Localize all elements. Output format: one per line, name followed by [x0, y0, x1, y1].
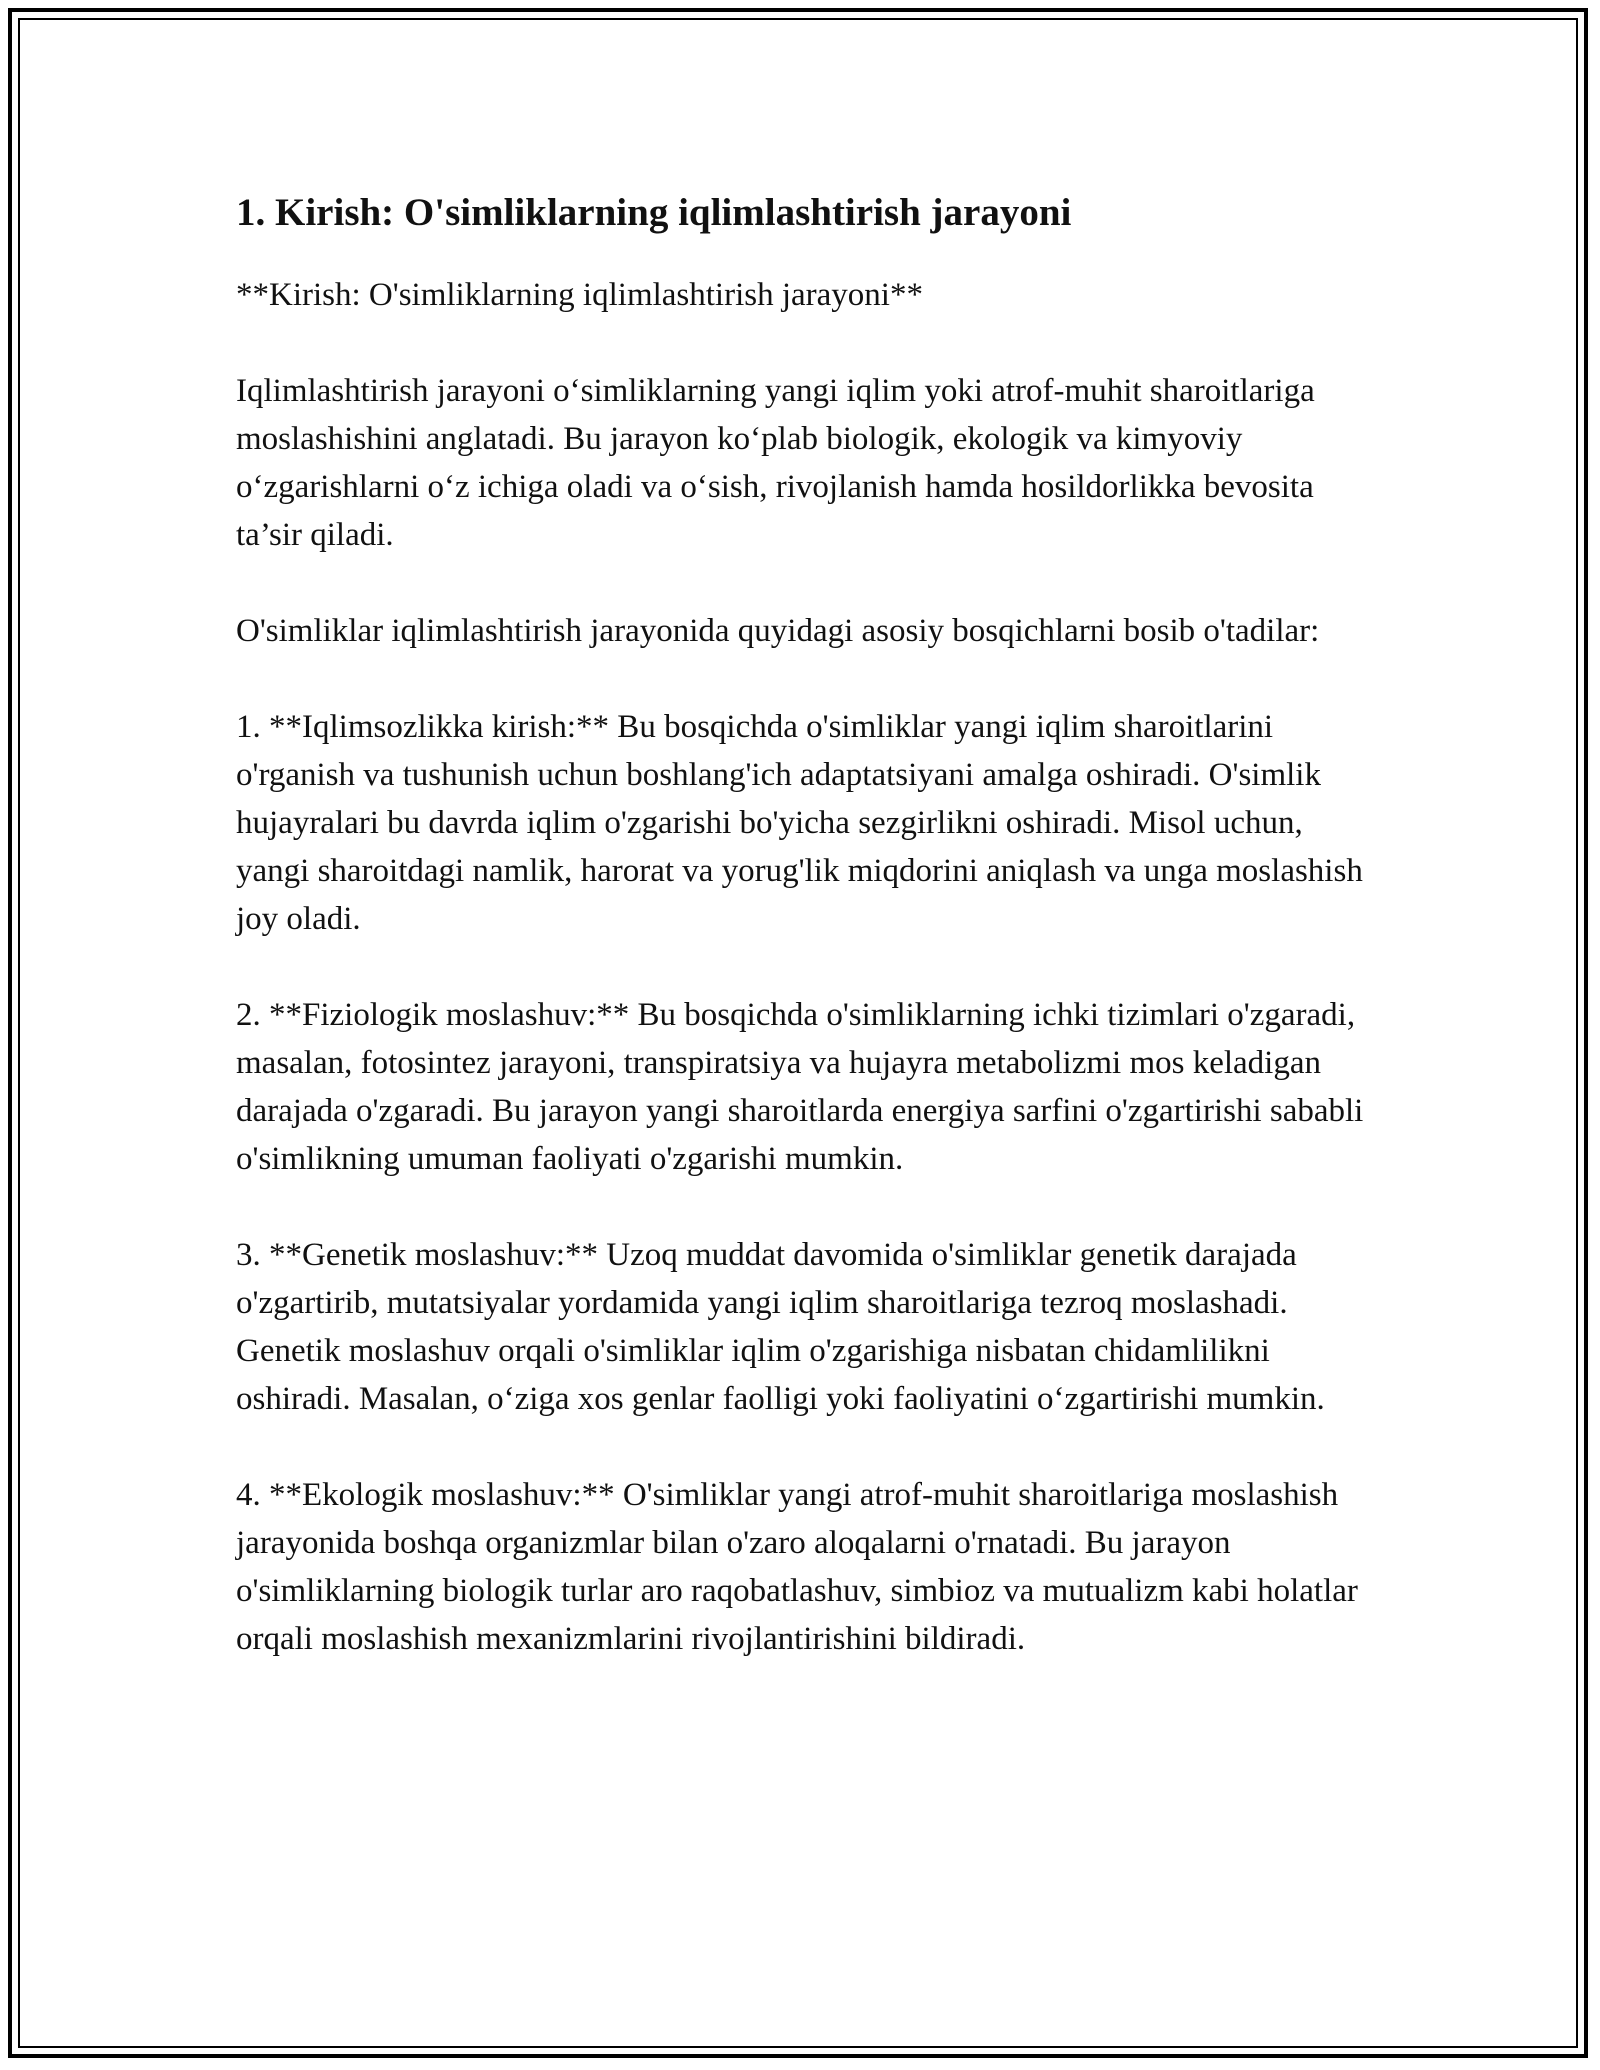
- stage-1-paragraph: 1. **Iqlimsozlikka kirish:** Bu bosqichda o'simliklar yangi iqlim sharoitlarini o'rganish va tushunish uchun boshlang'ich adaptatsiyani amalga oshiradi. O'simlik hujayralari bu davrda iqlim o'zgarishi bo'yicha sezgirlikni oshiradi. Misol uchun, yangi sharoitdagi namlik, harorat va yorug'lik miqdorini aniqlash va unga moslashish joy oladi.: [236, 709, 1363, 937]
- document-body: [236, 185, 1376, 1663]
- stage-3-paragraph: 3. **Genetik moslashuv:** Uzoq muddat davomida o'simliklar genetik darajada o'zgartirib, mutatsiyalar yordamida yangi iqlim sharoitlariga tezroq moslashadi. Genetik moslashuv orqali o'simliklar iqlim o'zgarishiga nisbatan chidamlilikni oshiradi. Masalan, o‘ziga xos genlar faolligi yoki faoliyatini o‘zgartirishi mumkin.: [236, 1237, 1325, 1417]
- stages-intro-paragraph: O'simliklar iqlimlashtirish jarayonida quyidagi asosiy bosqichlarni bosib o'tadilar:: [236, 613, 1320, 649]
- stage-2-paragraph: 2. **Fiziologik moslashuv:** Bu bosqichda o'simliklarning ichki tizimlari o'zgaradi, masalan, fotosintez jarayoni, transpiratsiya va hujayra metabolizmi mos keladigan darajada o'zgaradi. Bu jarayon yangi sharoitlarda energiya sarfini o'zgartirishi sababli o'simlikning umuman faoliyati o'zgarishi mumkin.: [236, 997, 1364, 1177]
- stage-4-paragraph: 4. **Ekologik moslashuv:** O'simliklar yangi atrof-muhit sharoitlariga moslashish jarayonida boshqa organizmlar bilan o'zaro aloqalarni o'rnatadi. Bu jarayon o'simliklarning biologik turlar aro raqobatlashuv, simbioz va mutualizm kabi holatlar orqali moslashish mexanizmlarini rivojlantirishini bildiradi.: [236, 1477, 1358, 1657]
- bold-title-paragraph: **Kirish: O'simliklarning iqlimlashtirish jarayoni**: [236, 277, 923, 313]
- section-heading: 1. Kirish: O'simliklarning iqlimlashtirish jarayoni: [236, 191, 1072, 234]
- intro-paragraph: Iqlimlashtirish jarayoni o‘simliklarning yangi iqlim yoki atrof-muhit sharoitlariga moslashishini anglatadi. Bu jarayon ko‘plab biologik, ekologik va kimyoviy o‘zgarishlarni o‘z ichiga oladi va o‘sish, rivojlanish hamda hosildorlikka bevosita ta’sir qiladi.: [236, 373, 1315, 553]
